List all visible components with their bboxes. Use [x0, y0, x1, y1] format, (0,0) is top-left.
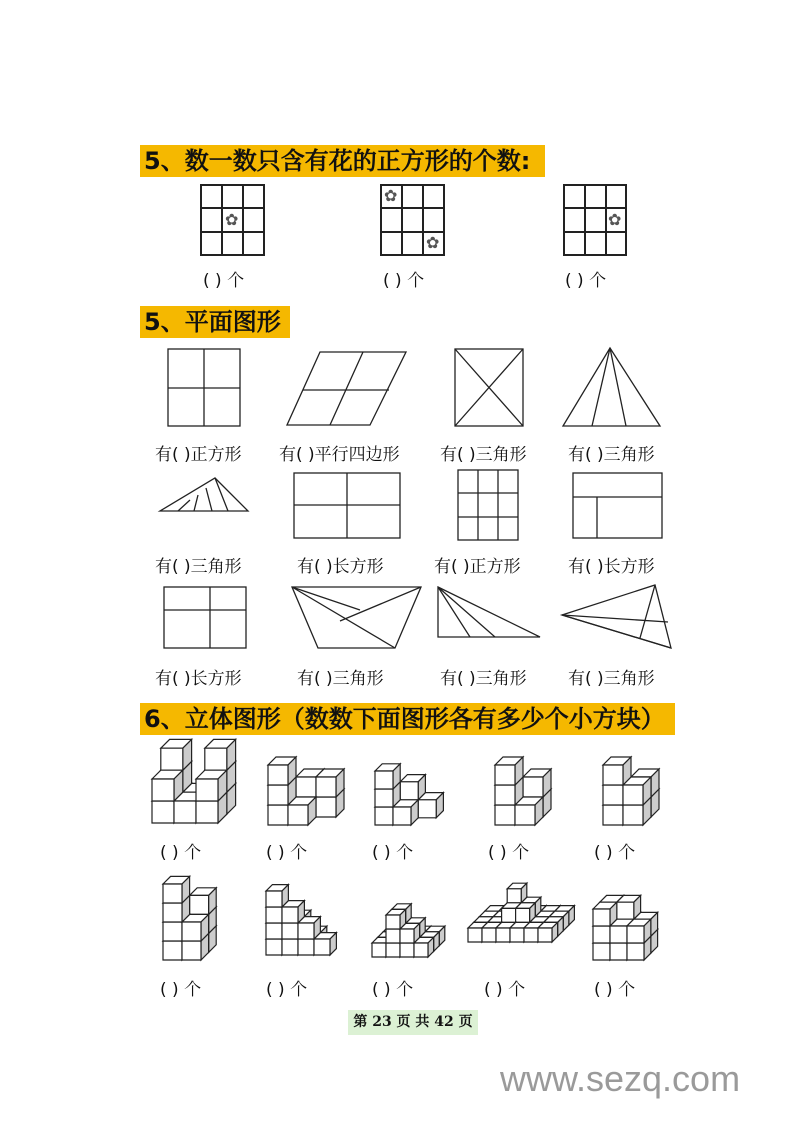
answer-blank[interactable]: ( ) 个	[160, 980, 202, 1000]
cube-figure-10	[593, 895, 658, 960]
cube-face	[516, 908, 530, 922]
watermark: www.sezq.com	[500, 1058, 741, 1099]
cube-face	[610, 926, 627, 943]
cube-face	[316, 777, 336, 797]
cube-face	[603, 765, 623, 785]
cube-face	[288, 805, 308, 825]
cube-face	[510, 928, 524, 942]
cube-face	[623, 805, 643, 825]
cube-figure-7	[266, 885, 336, 955]
cube-face	[524, 928, 538, 942]
cube-face	[418, 800, 436, 818]
cube-face	[502, 908, 516, 922]
cube-face	[266, 907, 282, 923]
cube-face	[266, 923, 282, 939]
answer-blank[interactable]: ( ) 个	[266, 980, 308, 1000]
cube-face	[314, 939, 330, 955]
cube-face	[182, 941, 201, 960]
section3-title: 6、立体图形（数数下面图形各有多少个小方块）	[140, 703, 675, 735]
cube-face	[627, 943, 644, 960]
answer-blank[interactable]: ( ) 个	[203, 271, 245, 291]
flower-icon: ✿	[225, 210, 239, 229]
flower-icon: ✿	[608, 210, 622, 229]
cube-face	[523, 777, 543, 797]
answer-blank[interactable]: ( ) 个	[594, 843, 636, 863]
flower-icon: ✿	[384, 186, 398, 205]
cube-face	[163, 941, 182, 960]
cube-face	[196, 779, 218, 801]
cube-figure-4	[495, 757, 551, 825]
cube-face	[593, 926, 610, 943]
answer-blank[interactable]: ( ) 个	[594, 980, 636, 1000]
answer-blank[interactable]: ( ) 个	[383, 271, 425, 291]
answer-blank[interactable]: ( ) 个	[372, 843, 414, 863]
shape-label[interactable]: 有( )长方形	[568, 557, 655, 577]
cube-face	[386, 915, 400, 929]
cube-face	[495, 785, 515, 805]
shape-label[interactable]: 有( )三角形	[155, 557, 242, 577]
shape-label[interactable]: 有( )正方形	[155, 445, 242, 465]
cube-face	[205, 748, 227, 770]
cube-face	[282, 939, 298, 955]
cube-face	[375, 807, 393, 825]
cube-face	[282, 923, 298, 939]
cube-face	[603, 785, 623, 805]
cube-face	[507, 889, 521, 903]
cube-face	[152, 779, 174, 801]
cube-face	[372, 943, 386, 957]
cube-face	[316, 797, 336, 817]
cube-face	[266, 939, 282, 955]
cube-face	[414, 943, 428, 957]
cube-figure-3	[375, 764, 443, 825]
cube-face	[163, 903, 182, 922]
cube-face	[266, 891, 282, 907]
cube-face	[627, 926, 644, 943]
answer-blank[interactable]: ( ) 个	[160, 843, 202, 863]
cube-face	[386, 929, 400, 943]
cube-face	[375, 771, 393, 789]
section2-title: 5、平面图形	[140, 306, 290, 338]
shape-label[interactable]: 有( )长方形	[155, 669, 242, 689]
cube-face	[268, 765, 288, 785]
cube-face	[593, 943, 610, 960]
cube-face	[268, 785, 288, 805]
flower-icon: ✿	[426, 233, 440, 252]
cube-face	[298, 923, 314, 939]
cube-face	[298, 939, 314, 955]
cube-face	[495, 805, 515, 825]
cube-face	[482, 928, 496, 942]
cube-figure-5	[603, 757, 659, 825]
answer-blank[interactable]: ( ) 个	[266, 843, 308, 863]
cube-figure-1	[152, 739, 236, 823]
cube-face	[603, 805, 623, 825]
shape-label[interactable]: 有( )三角形	[568, 445, 655, 465]
cube-figure-8	[372, 904, 445, 957]
shape-label[interactable]: 有( )三角形	[440, 669, 527, 689]
cube-figure-2	[268, 757, 344, 825]
cube-face	[538, 928, 552, 942]
shape-label[interactable]: 有( )三角形	[568, 669, 655, 689]
cube-face	[496, 928, 510, 942]
answer-blank[interactable]: ( ) 个	[488, 843, 530, 863]
section1-title: 5、数一数只含有花的正方形的个数:	[140, 145, 545, 177]
answer-blank[interactable]: ( ) 个	[372, 980, 414, 1000]
cube-face	[375, 789, 393, 807]
cube-face	[268, 805, 288, 825]
shape-label[interactable]: 有( )长方形	[297, 557, 384, 577]
cube-face	[610, 943, 627, 960]
shape-label[interactable]: 有( )平行四边形	[279, 445, 400, 465]
cube-figure-6	[163, 876, 216, 960]
cube-face	[163, 922, 182, 941]
cube-face	[190, 895, 209, 914]
cube-face	[400, 929, 414, 943]
cube-face	[495, 765, 515, 785]
cube-face	[617, 902, 634, 919]
answer-blank[interactable]: ( ) 个	[484, 980, 526, 1000]
shape-label[interactable]: 有( )正方形	[434, 557, 521, 577]
cube-face	[400, 943, 414, 957]
cube-face	[161, 748, 183, 770]
cube-face	[623, 785, 643, 805]
shape-label[interactable]: 有( )三角形	[440, 445, 527, 465]
cube-face	[393, 807, 411, 825]
cube-face	[196, 801, 218, 823]
cube-face	[515, 805, 535, 825]
cube-face	[468, 928, 482, 942]
page-number: 第 23 页 共 42 页	[348, 1010, 478, 1035]
cube-face	[282, 907, 298, 923]
cube-face	[593, 909, 610, 926]
cube-figure-9	[468, 883, 574, 942]
cube-face	[386, 943, 400, 957]
answer-blank[interactable]: ( ) 个	[565, 271, 607, 291]
cube-face	[174, 801, 196, 823]
cube-face	[296, 777, 316, 797]
cube-face	[152, 801, 174, 823]
shape-label[interactable]: 有( )三角形	[297, 669, 384, 689]
cube-face	[163, 884, 182, 903]
cube-face	[182, 922, 201, 941]
cube-face	[400, 782, 418, 800]
